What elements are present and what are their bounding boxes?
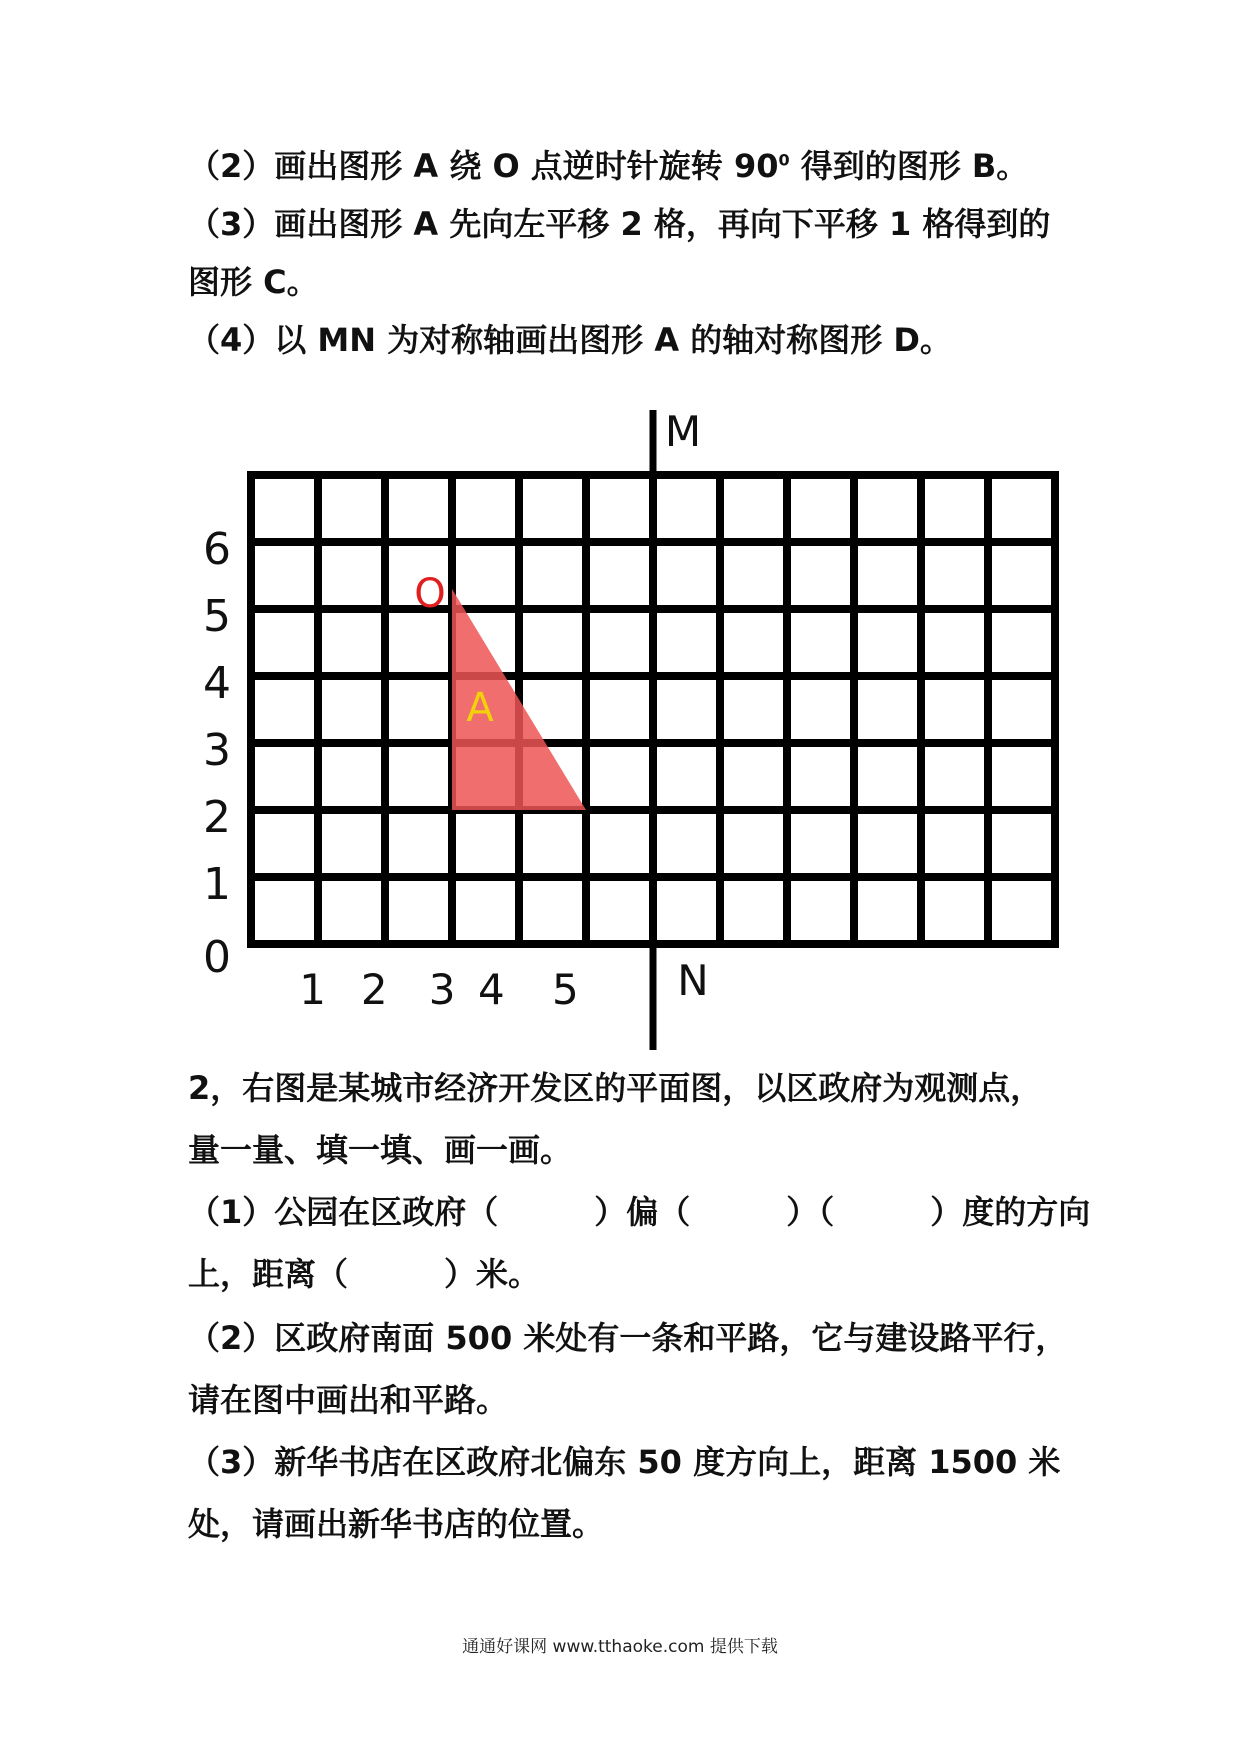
shape-label-a: A [466, 684, 494, 731]
question-2-intro-line2: 量一量、填一填、画一画。 [188, 1131, 573, 1169]
point-label-o: O [414, 570, 446, 617]
question-2-1-line2: 上，距离（ ）米。 [188, 1255, 541, 1293]
y-tick-label-5: 5 [203, 591, 231, 642]
x-tick-label-1: 1 [299, 965, 327, 1014]
question-2-2-line2: 请在图中画出和平路。 [188, 1381, 509, 1419]
question-2-3-line1: （3）新华书店在区政府北偏东 50 度方向上，距离 1500 米 [188, 1443, 1061, 1481]
degree-superscript: 0 [778, 150, 790, 170]
y-tick-label-3: 3 [203, 725, 231, 776]
x-tick-label-4: 4 [478, 965, 505, 1014]
x-tick-label-3: 3 [428, 965, 456, 1014]
y-tick-label-4: 4 [203, 658, 231, 709]
footer-source: 通通好课网 www.tthaoke.com 提供下载 [462, 1637, 778, 1657]
x-tick-label-5: 5 [551, 965, 579, 1014]
y-tick-label-0: 0 [203, 932, 231, 983]
question-1-4: （4）以 MN 为对称轴画出图形 A 的轴对称图形 D。 [188, 321, 952, 359]
y-tick-label-6: 6 [203, 524, 231, 575]
coordinate-grid-figure [195, 410, 1075, 1050]
question-2-2-line1: （2）区政府南面 500 米处有一条和平路，它与建设路平行， [188, 1319, 1068, 1357]
question-1-3-line1: （3）画出图形 A 先向左平移 2 格，再向下平移 1 格得到的 [188, 205, 1051, 243]
y-tick-label-2: 2 [203, 792, 231, 843]
question-1-2-text-end: 得到的图形 B。 [789, 147, 1029, 185]
x-tick-label-2: 2 [360, 965, 388, 1014]
question-1-3-line2: 图形 C。 [188, 263, 319, 301]
grid-svg [195, 410, 1075, 1050]
question-1-2 [188, 146, 1028, 186]
question-1-2-text: （2）画出图形 A 绕 O 点逆时针旋转 90 [188, 147, 779, 185]
question-2-1-line1: （1）公园在区政府（ ）偏（ ）（ ）度的方向 [188, 1193, 1091, 1231]
axis-label-n: N [677, 956, 709, 1005]
y-tick-label-1: 1 [203, 859, 231, 910]
question-2-3-line2: 处，请画出新华书店的位置。 [188, 1505, 605, 1543]
question-2-intro-line1: 2，右图是某城市经济开发区的平面图，以区政府为观测点， [188, 1069, 1043, 1107]
axis-label-m: M [664, 410, 702, 456]
